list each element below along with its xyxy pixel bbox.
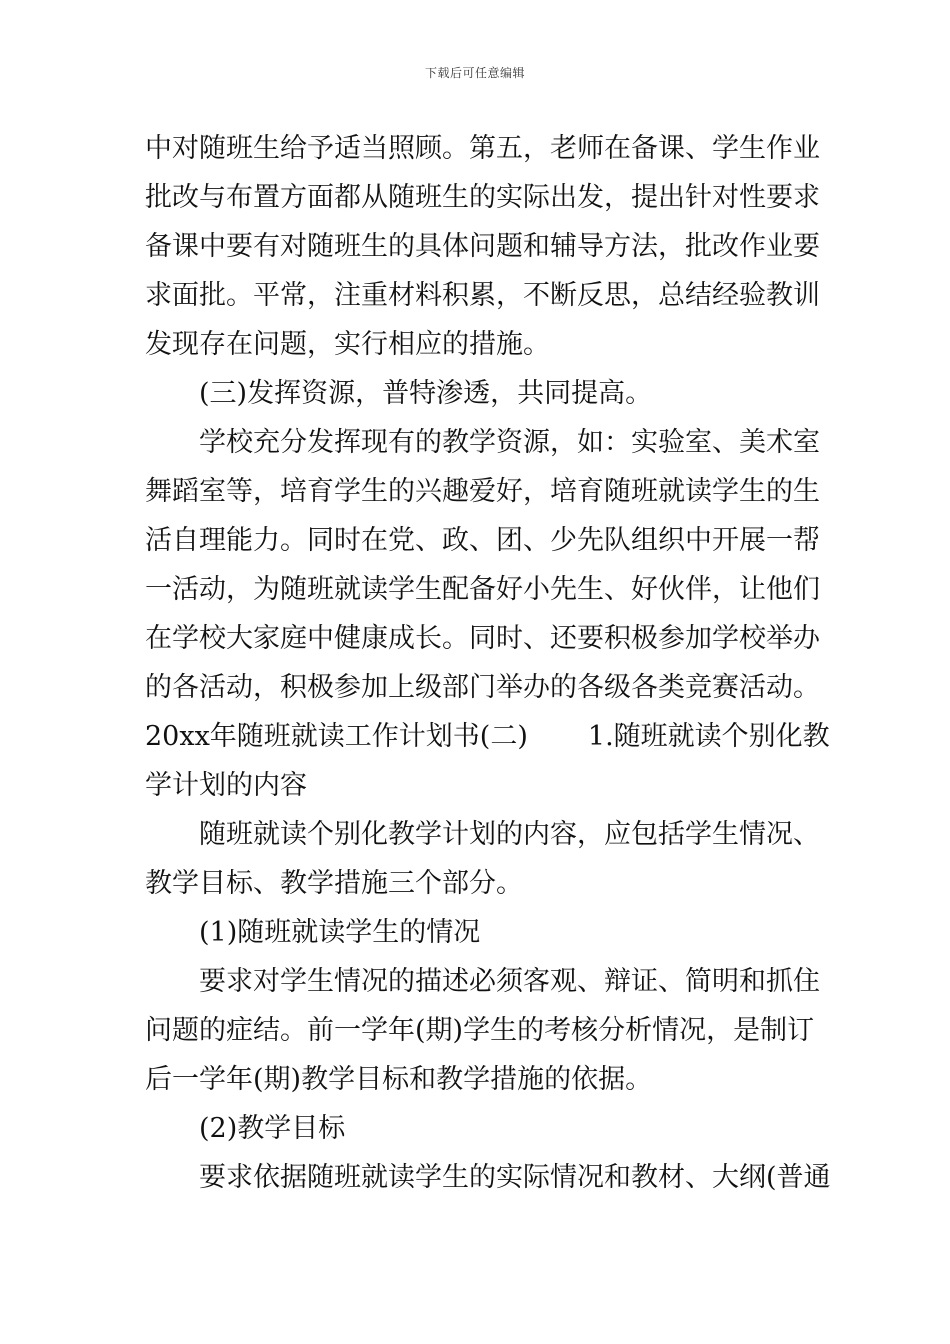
text-line: 问题的症结。前一学年(期)学生的考核分析情况，是制订 (145, 1015, 815, 1046)
text-line: 的各活动，积极参加上级部门举办的各级各类竞赛活动。 (145, 672, 820, 703)
text-line: 发现存在问题，实行相应的措施。 (145, 329, 550, 360)
text-line: 舞蹈室等，培育学生的兴趣爱好，培育随班就读学生的生 (145, 476, 820, 507)
paragraph-start: 要求对学生情况的描述必须客观、辩证、简明和抓住 (199, 966, 820, 997)
text-line: 一活动，为随班就读学生配备好小先生、好伙伴，让他们 (145, 574, 820, 605)
document-title-line (145, 712, 830, 761)
paragraph-start: 随班就读个别化教学计划的内容，应包括学生情况、 (199, 819, 820, 850)
text-line: 在学校大家庭中健康成长。同时、还要积极参加学校举办 (145, 623, 820, 654)
text-line: 学计划的内容 (145, 770, 307, 801)
text-line: 后一学年(期)教学目标和教学措施的依据。 (145, 1064, 653, 1095)
document-body (145, 124, 831, 1202)
text-line: 中对随班生给予适当照顾。第五，老师在备课、学生作业 (145, 133, 820, 164)
section-heading: 1.随班就读个别化教 (587, 721, 830, 752)
text-line: 活自理能力。同时在党、政、团、少先队组织中开展一帮 (145, 525, 820, 556)
section-heading: (三)发挥资源，普特渗透，共同提高。 (199, 378, 653, 409)
text-line: 求面批。平常，注重材料积累，不断反思，总结经验教训 (145, 280, 820, 311)
text-line: 备课中要有对随班生的具体问题和辅导方法，批改作业要 (145, 231, 820, 262)
paragraph-start: 要求依据随班就读学生的实际情况和教材、大纲(普通 (199, 1162, 831, 1193)
section-heading: (2)教学目标 (199, 1113, 346, 1144)
document-title: 20xx年随班就读工作计划书(二) (145, 721, 528, 752)
paragraph-start: 学校充分发挥现有的教学资源，如：实验室、美术室 (199, 427, 820, 458)
section-heading: (1)随班就读学生的情况 (199, 917, 481, 948)
text-line: 批改与布置方面都从随班生的实际出发，提出针对性要求 (145, 182, 820, 213)
text-line: 教学目标、教学措施三个部分。 (145, 868, 523, 899)
page-header: 下载后可任意编辑 (424, 66, 525, 80)
